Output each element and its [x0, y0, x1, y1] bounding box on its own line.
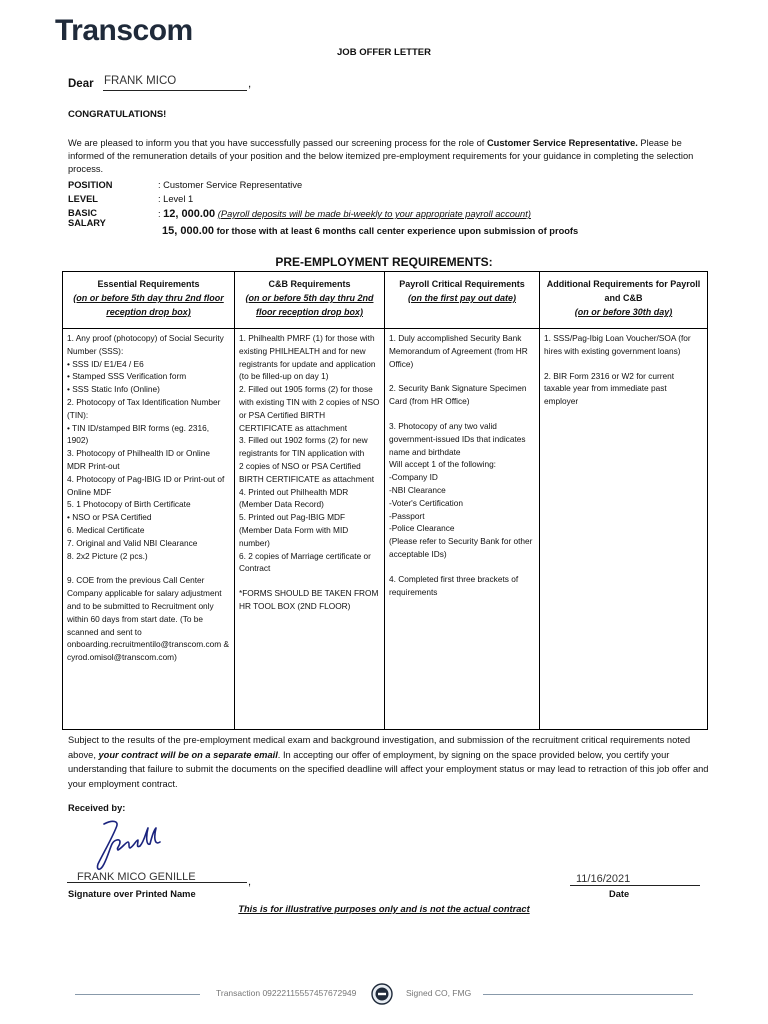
- salutation: Dear: [68, 78, 94, 90]
- requirement-item: 2. Security Bank Signature Specimen Card (from HR Office): [389, 383, 527, 407]
- requirements-header-row: [63, 272, 708, 329]
- salary-note: (Payroll deposits will be made bi-weekly to your appropriate payroll account): [217, 209, 531, 219]
- payroll-critical-list: [385, 329, 540, 730]
- salary-colon: :: [158, 209, 164, 219]
- requirement-item: 1. SSS/Pag-Ibig Loan Voucher/SOA (for hires with existing government loans): [544, 333, 691, 356]
- requirement-item: registrants for TIN application with: [239, 448, 365, 459]
- requirement-item: 1. Any proof (photocopy) of Social Security Number (SSS):: [67, 333, 224, 356]
- salary-label: BASIC SALARY: [68, 208, 106, 228]
- requirement-item: [239, 575, 380, 587]
- position-label: POSITION: [68, 180, 113, 190]
- requirement-item: [544, 358, 703, 370]
- requirement-item: • Stamped SSS Verification form: [67, 371, 187, 382]
- date-label: Date: [609, 889, 630, 899]
- recipient-name: FRANK MICO: [104, 75, 177, 87]
- requirement-item: -Company ID: [389, 472, 438, 483]
- received-by-label: Received by:: [68, 803, 126, 813]
- closing-text-pre: Subject to the results of the pre-employment medical exam and background investigation, and submission of the recruitment critical requirements noted above,: [68, 735, 691, 760]
- requirements-body-row: [63, 329, 708, 730]
- requirement-item: • SSS Static Info (Online): [67, 384, 160, 395]
- intro-paragraph: [68, 137, 708, 177]
- requirement-item: 2. BIR Form 2316 or W2 for current taxable year from immediate past employer: [544, 370, 675, 407]
- requirement-item: 4. Completed first three brackets of requirements: [389, 573, 519, 597]
- signed-by: Signed CO, FMG: [406, 988, 472, 998]
- requirement-item: Company applicable for salary adjustment and to be submitted to Recruitment only within 60 days from start date. (To be scanned and sent to onboarding.recruitmentilo@transcom.com &: [67, 588, 229, 650]
- additional-requirements-list: [540, 329, 708, 730]
- requirement-item: -Voter's Certification: [389, 497, 463, 508]
- requirement-item: 1. Duly accomplished Security Bank Memorandum of Agreement (from HR Office): [389, 333, 528, 369]
- requirement-item: 3. Filled out 1902 forms (2) for new: [239, 435, 368, 446]
- requirement-item: -NBI Clearance: [389, 484, 446, 495]
- closing-text-emphasis: your contract will be on a separate email: [98, 749, 278, 760]
- requirement-item: 4. Photocopy of Pag-IBIG ID or Print-out of Online MDF: [67, 473, 225, 497]
- level-value: : Level 1: [158, 194, 194, 204]
- requirement-item: 3. Photocopy of any two valid government-issued IDs that indicates name and birthdate: [389, 420, 526, 457]
- requirement-item: • SSS ID/ E1/E4 / E6: [67, 358, 144, 369]
- requirement-item: -Passport: [389, 510, 425, 521]
- name-underline: [103, 90, 247, 91]
- requirement-item: • TIN ID/stamped BIR forms (eg. 2316, 1902): [67, 422, 210, 446]
- position-value: : Customer Service Representative: [158, 180, 303, 190]
- congratulations-heading: CONGRATULATIONS!: [68, 109, 167, 120]
- salutation-comma: ,: [248, 78, 252, 90]
- requirement-item: 2. Photocopy of Tax Identification Number (TIN):: [67, 396, 221, 420]
- requirement-item: 8. 2x2 Picture (2 pcs.): [67, 550, 148, 561]
- requirement-item: 9. COE from the previous Call Center: [67, 575, 205, 586]
- requirement-item: [389, 561, 535, 573]
- signature-underline: [67, 882, 247, 883]
- col-header-payroll-critical: Payroll Critical Requirements (on the first pay out date): [385, 272, 540, 329]
- requirement-item: 7. Original and Valid NBI Clearance: [67, 537, 198, 548]
- document-title: JOB OFFER LETTER: [337, 47, 431, 58]
- company-logo: Transcom: [55, 14, 193, 47]
- requirement-item: 1. Philhealth PMRF (1) for those with existing PHILHEALTH and for new registrants for update and application (to be filled-up on day 1): [239, 333, 376, 382]
- requirement-item: *FORMS SHOULD BE TAKEN FROM HR TOOL BOX (2ND FLOOR): [239, 588, 379, 611]
- requirement-item: 6. Medical Certificate: [67, 524, 145, 535]
- verification-seal-icon: [371, 983, 393, 1005]
- requirement-item: cyrod.omisol@transcom.com): [67, 652, 177, 663]
- salary-amount-2: 15, 000.00: [162, 225, 214, 237]
- signature-comma: ,: [248, 876, 252, 888]
- requirement-item: (Please refer to Security Bank for other acceptable IDs): [389, 536, 533, 559]
- requirement-item: [389, 408, 535, 420]
- date-underline: [570, 885, 700, 886]
- signature-label: Signature over Printed Name: [68, 889, 196, 899]
- footer-rule-left: [75, 994, 200, 995]
- requirements-title: PRE-EMPLOYMENT REQUIREMENTS:: [275, 255, 493, 269]
- requirement-item: [389, 370, 535, 382]
- requirement-item: 5. Printed out Pag-IBIG MDF (Member Data Form with MID number): [239, 512, 349, 548]
- requirement-item: Contract: [239, 563, 271, 574]
- transaction-id: Transaction 09222115557457672949: [216, 988, 357, 998]
- closing-text-post: . In accepting our offer of employment, by signing on the space provided below, you certify your understanding that failure to submit the documents on the specified deadline will affect your employment status or may lead to retraction of this job offer and your employment contract.: [68, 749, 709, 789]
- requirement-item: -Police Clearance: [389, 523, 455, 534]
- essential-requirements-list: [63, 329, 235, 730]
- cb-requirements-list: [235, 329, 385, 730]
- requirement-item: 6. 2 copies of Marriage certificate or: [239, 550, 371, 561]
- requirement-item: 3. Photocopy of Philhealth ID or Online MDR Print-out: [67, 448, 210, 471]
- intro-line2: Please be informed of the remuneration details of your position and the below itemized pre-employment requirements for your guidance in completing the selection process.: [68, 138, 694, 175]
- requirement-item: Will accept 1 of the following:: [389, 459, 496, 470]
- level-label: LEVEL: [68, 194, 98, 204]
- salary-note-2: for those with at least 6 months call center experience upon submission of proofs: [214, 226, 579, 236]
- intro-line1: We are pleased to inform you that you have successfully passed our screening process for the role of: [68, 138, 487, 148]
- illustrative-disclaimer: This is for illustrative purposes only and is not the actual contract: [238, 904, 530, 914]
- requirements-table: [62, 271, 708, 730]
- handwritten-signature: [90, 818, 170, 874]
- col-header-essential: Essential Requirements (on or before 5th day thru 2nd floor reception drop box): [63, 272, 235, 329]
- intro-role: Customer Service Representative.: [486, 138, 638, 148]
- requirement-item: 4. Printed out Philhealth MDR (Member Data Record): [239, 486, 349, 510]
- footer-rule-right: [483, 994, 693, 995]
- requirement-item: 2 copies of NSO or PSA Certified BIRTH CERTIFICATE as attachment: [239, 460, 375, 484]
- closing-paragraph: [68, 733, 710, 791]
- signer-printed-name: FRANK MICO GENILLE: [77, 871, 196, 883]
- requirement-item: 5. 1 Photocopy of Birth Certificate: [67, 499, 191, 510]
- requirement-item: • NSO or PSA Certified: [67, 512, 152, 523]
- salary-amount: 12, 000.00: [163, 208, 216, 220]
- requirement-item: [67, 562, 230, 574]
- col-header-cb: C&B Requirements (on or before 5th day thru 2nd floor reception drop box): [235, 272, 385, 329]
- signing-date: 11/16/2021: [576, 873, 631, 885]
- col-header-additional: Additional Requirements for Payroll and C&B (on or before 30th day): [540, 272, 708, 329]
- requirement-item: 2. Filled out 1905 forms (2) for those with existing TIN with 2 copies of NSO or PSA Certified BIRTH CERTIFICATE as attachment: [239, 384, 380, 433]
